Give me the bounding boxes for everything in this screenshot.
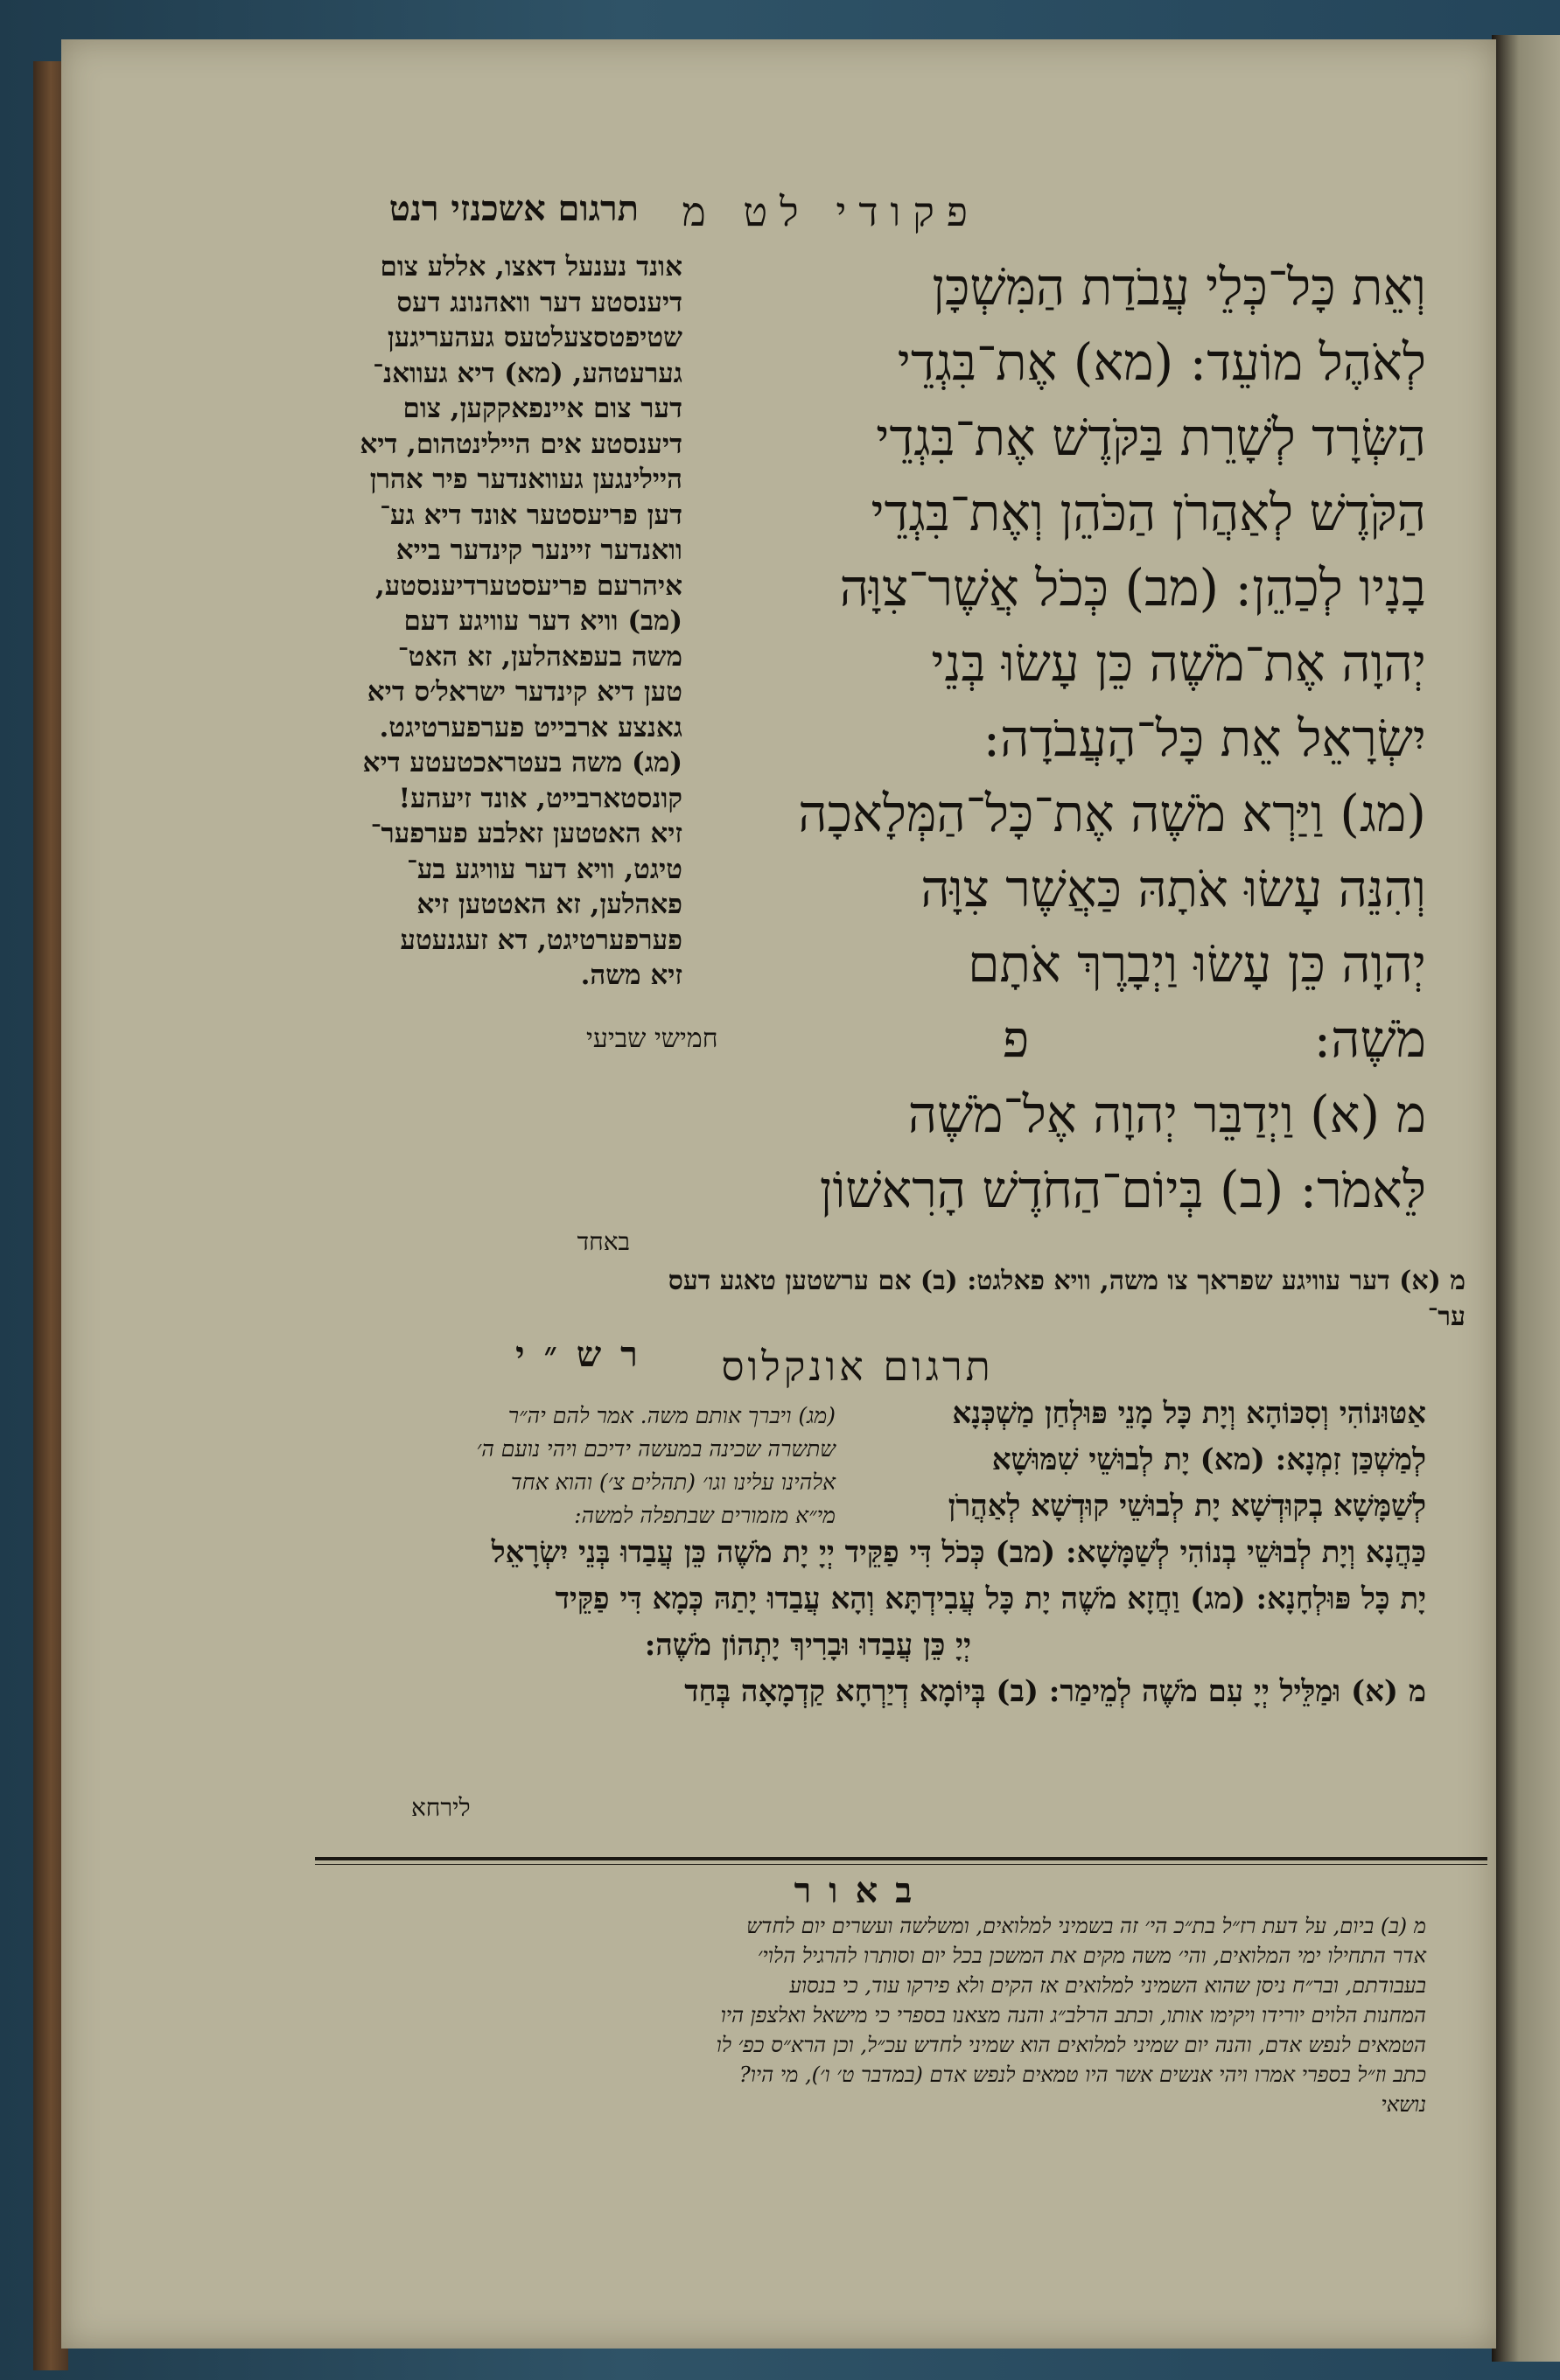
yiddish-line: פאהלען, זא האטטען זיא xyxy=(416,889,682,920)
yiddish-line: טיגט, וויא דער עוויגע בע־ xyxy=(406,853,682,885)
onkelos-title: תרגום אונקלוס xyxy=(721,1343,994,1390)
section-divider-thin xyxy=(315,1864,1487,1865)
yiddish-line: אונד נענעל דאצו, אללע צום xyxy=(380,251,682,283)
yiddish-line: דען פריעסטער אונד דיא גע־ xyxy=(380,499,682,531)
yiddish-line: ער־ xyxy=(1427,1301,1466,1332)
yiddish-line: פערפערטיגט, דא זעגנעטע xyxy=(400,924,682,956)
onkelos-kri-note: לירחא xyxy=(411,1793,471,1822)
book-page xyxy=(61,39,1496,2349)
yiddish-line: (מב) וויא דער עוויגע דעם xyxy=(403,605,682,637)
yiddish-continuation xyxy=(276,1264,1466,1335)
yiddish-line: מ (א) דער עוויגע שפראך צו משה, וויא פאלגט: (ב) אם ערשטען טאגע דעס xyxy=(668,1266,1466,1296)
hebrew-line: (מג) וַיַּרְא מֹשֶׁה אֶת־כָּל־הַמְּלָאכָה xyxy=(798,784,1426,843)
yiddish-line: גערעטהע, (מא) דיא געוואנ־ xyxy=(373,357,682,389)
onkelos-line: אַטּוּנוֹהִי וְסִכּוֹהָא וְיָת כָּל מָנֵי פּוּלְחַן מַשְׁכְּנָא xyxy=(952,1396,1426,1431)
aliyah-mark: חמישי שביעי xyxy=(586,1023,718,1054)
hebrew-line: וְאֵת כָּל־כְּלֵי עֲבֹדַת הַמִּשְׁכָּן xyxy=(932,257,1426,317)
hebrew-line: לֵּאמֹר: (ב) בְּיוֹם־הַחֹדֶשׁ הָרִאשׁוֹן xyxy=(819,1160,1426,1219)
yiddish-line: דיענסטע דער וואהנונג דעס xyxy=(396,286,682,318)
facing-page-edge xyxy=(1492,35,1560,2362)
onkelos-line: יְיָ כֵּן עֲבַדוּ וּבָרִיךְ יָתְהוֹן מֹשֶׁה: xyxy=(644,1628,971,1663)
yiddish-line: קונסטארבייט, אונד זיעהע! xyxy=(398,782,682,814)
yiddish-line: דער צום איינפאקקען, צום xyxy=(402,393,682,424)
onkelos-line: מ (א) וּמַלֵּיל יְיָ עִם מֹשֶׁה לְמֵימַר: (ב) בְּיוֹמָא דְיַרְחָא קַדְמָאָה בְּחַד xyxy=(684,1674,1426,1709)
rashi-line: אלהינו עלינו וגו׳ (תהלים צ׳) והוא אחד xyxy=(510,1469,836,1495)
yiddish-line: זיא האטטען זאלבע פערפער־ xyxy=(370,818,682,849)
yiddish-line: שטיפטסצעלטעס געהעריגען xyxy=(387,322,682,353)
yiddish-line: זיא משה. xyxy=(580,960,682,991)
rashi-line: מי״א מזמורים שבתפלה למשה: xyxy=(574,1503,836,1528)
rashi-block xyxy=(276,1399,836,1532)
hebrew-text-block xyxy=(586,249,1426,1227)
biur-line: בעבודתם, ובר״ח ניסן שהוא השמיני למלואים אז הקים ולא פירקו עוד, כי בנסוע xyxy=(789,1973,1426,1998)
hebrew-line: הַקֹּדֶשׁ לְאַהֲרֹן הַכֹּהֵן וְאֶת־בִּגְדֵי xyxy=(871,483,1426,542)
biur-line: נושאי xyxy=(1381,2092,1426,2117)
rashi-title: רש״י xyxy=(515,1334,657,1375)
rashi-line: שתשרה שכינה במעשה ידיכם ויהי נועם ה׳ xyxy=(476,1436,836,1462)
section-divider xyxy=(315,1857,1487,1860)
kri-note: באחד xyxy=(577,1227,630,1256)
onkelos-line: לְשַׁמָּשָׁא בְקוּדְשָׁא יָת לְבוּשֵׁי קוּדְשָׁא לְאַהֲרֹן xyxy=(948,1489,1426,1524)
onkelos-line: לְמַשְׁכַּן זִמְנָא: (מא) יָת לְבוּשֵׁי שִׁמּוּשָׁא xyxy=(991,1442,1426,1477)
yiddish-line: (מג) משה בעטראכטעטע דיא xyxy=(362,747,682,778)
yiddish-line: דיענסטע אים היילינטהום, דיא xyxy=(360,428,682,460)
hebrew-line: הַשְּׂרָד לְשָׁרֵת בַּקֹּדֶשׁ אֶת־בִּגְדֵי xyxy=(876,408,1426,467)
yiddish-line: איהרעם פריעסטערדיענסטע, xyxy=(374,569,682,602)
biur-line: אדר התחילו ימי המלואים, והי׳ משה מקים את המשכן בכל יום וסותרו להרגיל הלוי׳ xyxy=(757,1944,1426,1968)
hebrew-line: יִשְׂרָאֵל אֵת כָּל־הָעֲבֹדָה: xyxy=(983,708,1426,768)
biur-block xyxy=(236,1911,1426,2119)
hebrew-line: וְהִנֵּה עָשׂוּ אֹתָהּ כַּאֲשֶׁר צִוָּה xyxy=(920,859,1426,918)
hebrew-line-with-marks xyxy=(586,1002,1426,1077)
biur-title: באור xyxy=(794,1870,930,1911)
rashi-line: (מג) ויברך אותם משה. אמר להם יה״ר xyxy=(507,1403,836,1428)
yiddish-line: וואנדער זיינער קינדער בייא xyxy=(395,534,682,566)
hebrew-line: בָנָיו לְכַהֵן: (מב) כְּכֹל אֲשֶׁר־צִוָּה xyxy=(839,558,1426,618)
parsha-mark: פ xyxy=(1002,1009,1030,1069)
biur-line: הטמאים לנפש אדם, והנה יום שמיני למלואים הוא שמיני לחדש עכ״ל, וכן הרא״ס כפ׳ לו xyxy=(716,2033,1426,2057)
hebrew-line: יְהוָה כֵּן עָשׂוּ וַיְבָרֶךְ אֹתָם xyxy=(968,934,1426,994)
hebrew-line: יְהוָה אֶת־מֹשֶׁה כֵּן עָשׂוּ בְּנֵי xyxy=(931,633,1426,693)
yiddish-line: גאנצע ארבייט פערפערטיגט. xyxy=(379,711,682,743)
onkelos-line: יָת כָּל פּוּלְחָנָא: (מג) וַחֲזָא מֹשֶׁה יָת כָּל עֲבִידְתָּא וְהָא עֲבַדוּ יָתַהּ כְּמָא דִּי פַקֵּיד xyxy=(555,1581,1426,1616)
hebrew-line: מ (א) וַיְדַבֵּר יְהוָה אֶל־מֹשֶׁה xyxy=(907,1085,1426,1144)
onkelos-line: כַּהֲנָא וְיָת לְבוּשֵׁי בְנוֹהִי לְשַׁמָּשָׁא: (מב) כְּכֹל דִּי פַקֵּיד יְיָ יָת מֹשֶׁה כֵּן עֲבַדוּ בְּנֵי יִשְׂרָאֵל xyxy=(491,1535,1426,1570)
biur-line: כתב וז״ל בספרי אמרו ויהי אנשים אשר היו טמאים לנפש אדם (במדבר ט׳ ו׳), מי היו? xyxy=(738,2062,1426,2087)
yiddish-line: טען דיא קינדער ישראל׳ס דיא xyxy=(367,676,682,708)
hebrew-line: לְאֹהֶל מוֹעֵד: (מא) אֶת־בִּגְדֵי xyxy=(897,332,1426,392)
hebrew-line: מֹשֶׁה: xyxy=(1313,1009,1426,1069)
running-header-left: תרגום אשכנזי רנט xyxy=(388,188,639,229)
biur-line: המחנות הלוים יורידו ויקימו אותו, וכתב הרלב״ג והנה מצאנו בספרי כי מישאל ואלצפן היו xyxy=(720,2003,1426,2028)
yiddish-translation-column xyxy=(276,249,682,994)
yiddish-line: היילינגען געוואנדער פיר אהרן xyxy=(369,464,682,495)
running-header-right: פקודי לט מ xyxy=(682,188,980,235)
yiddish-line: משה בעפאהלען, זא האט־ xyxy=(397,640,682,673)
biur-line: מ (ב) ביום, על דעת רז״ל בת״כ הי׳ זה בשמיני למלואים, ומשלשה ועשרים יום לחדש xyxy=(746,1914,1426,1938)
